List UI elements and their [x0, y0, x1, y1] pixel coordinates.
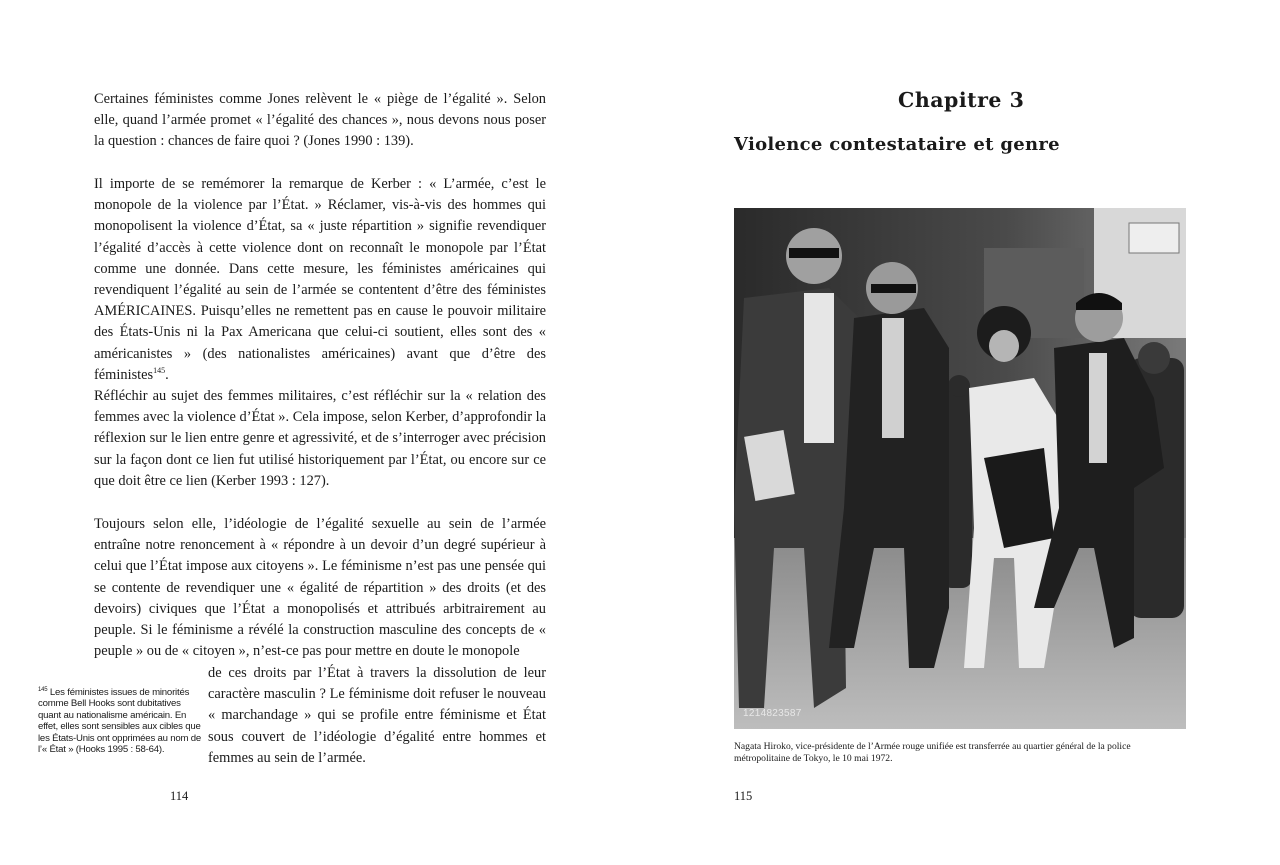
footnote — [38, 687, 203, 755]
paragraph-5: de ces droits par l’État à travers la dissolution de leur caractère masculin ? Le féminisme doit refuser le nouveau « marchandage » qui se profile entre féminisme et État sous couvert de l’idéologie d’égalité entre hommes et femmes au sein de l’armée. — [208, 665, 546, 766]
paragraph-2-text: Il importe de se remémorer la remarque de Kerber : « L’armée, c’est le monopole de la violence par l’État. » Réclamer, vis-à-vis des hommes qui monopolisent la violence d’État, sa « juste répartition » signifie revendiquer l’égalité d’accès à cette violence dont on reconnaît le monopole par l’État comme une donnée. Dans cette mesure, les féministes américaines qui revendiquent l’égalité au sein de l’armée se contentent d’être des féministes AMÉRICAINES. Puisqu’elles ne remettent pas en cause le pouvoir militaire des États-Unis ni la Pax Americana que celui-ci soutient, elles sont des « américanistes » (des nationalistes américaines) avant que d’être des féministes — [94, 176, 546, 383]
page-number-left: 114 — [170, 789, 189, 803]
paragraph-3: Réfléchir au sujet des femmes militaires, c’est réfléchir sur la « relation des femmes avec la violence d’État ». Cela impose, selon Kerber, d’approfondir la réflexion sur le lien entre genre et agressivité, et de s’interroger avec précision sur la façon dont ce lien fut utilisé historiquement par l’État, ou encore sur ce que doit être ce lien (Kerber 1993 : 127). — [94, 388, 546, 489]
photo-caption: Nagata Hiroko, vice-présidente de l’Armée rouge unifiée est transferrée au quartier général de la police métropolitaine de Tokyo, le 10 mai 1972. — [734, 741, 1131, 765]
right-page — [640, 0, 1280, 865]
photo-id: 1214823587 — [743, 708, 802, 719]
paragraph-1: Certaines féministes comme Jones relèvent le « piège de l’égalité ». Selon elle, quand l’armée promet « l’égalité des chances », nous devons nous poser la question : chances de faire quoi ? (Jones 1990 : 139). — [94, 91, 546, 150]
paragraph-4: Toujours selon elle, l’idéologie de l’égalité sexuelle au sein de l’armée entraîne notre renoncement à « répondre à un devoir d’un degré supérieur à celui que l’État impose aux citoyens ». Le féminisme n’est pas une pensée qui se contente de revendiquer une « égalité de répartition » des droits (et des devoirs) civiques que l’État a monopolisés et attribués arbitrairement au peuple. Si le féminisme a révélé la construction masculine des concepts de « peuple » ou de « citoyen », n’est-ce pas pour mettre en doute le monopole — [94, 516, 546, 660]
page-number-right: 115 — [734, 789, 753, 803]
footnote-text: Les féministes issues de minorités comme Bell Hooks sont dubitatives quant au nationalisme américain. En effet, elles sont sensibles aux cibles que les États-Unis ont opprimées au nom de l’« État » (Hooks 1995 : 58-64). — [38, 687, 202, 756]
footnote-number: 145 — [38, 686, 48, 693]
chapter-title: Violence contestataire et genre — [734, 134, 1060, 155]
chapter-number: Chapitre 3 — [898, 88, 1025, 112]
paragraph-2: Il importe de se remémorer la remarque de Kerber : « L’armée, c’est le monopole de la violence par l’État. » Réclamer, vis-à-vis des hommes qui monopolisent la violence d’État, sa « juste répartition » signifie revendiquer l’égalité d’accès à cette violence dont on reconnaît le monopole par l’État comme une donnée. Dans cette mesure, les féministes américaines qui revendiquent l’égalité au sein de l’armée se contentent d’être des féministes AMÉRICAINES. Puisqu’elles ne remettent pas en cause le pouvoir militaire des États-Unis ni la Pax Americana que celui-ci soutient, elles sont des « américanistes » (des nationalistes américaines) avant que d’être des féministes$^{145}$. — [94, 176, 546, 383]
footnote-reference: 145 — [153, 366, 166, 376]
archival-photo — [734, 208, 1186, 729]
photo-illustration — [734, 208, 1186, 729]
